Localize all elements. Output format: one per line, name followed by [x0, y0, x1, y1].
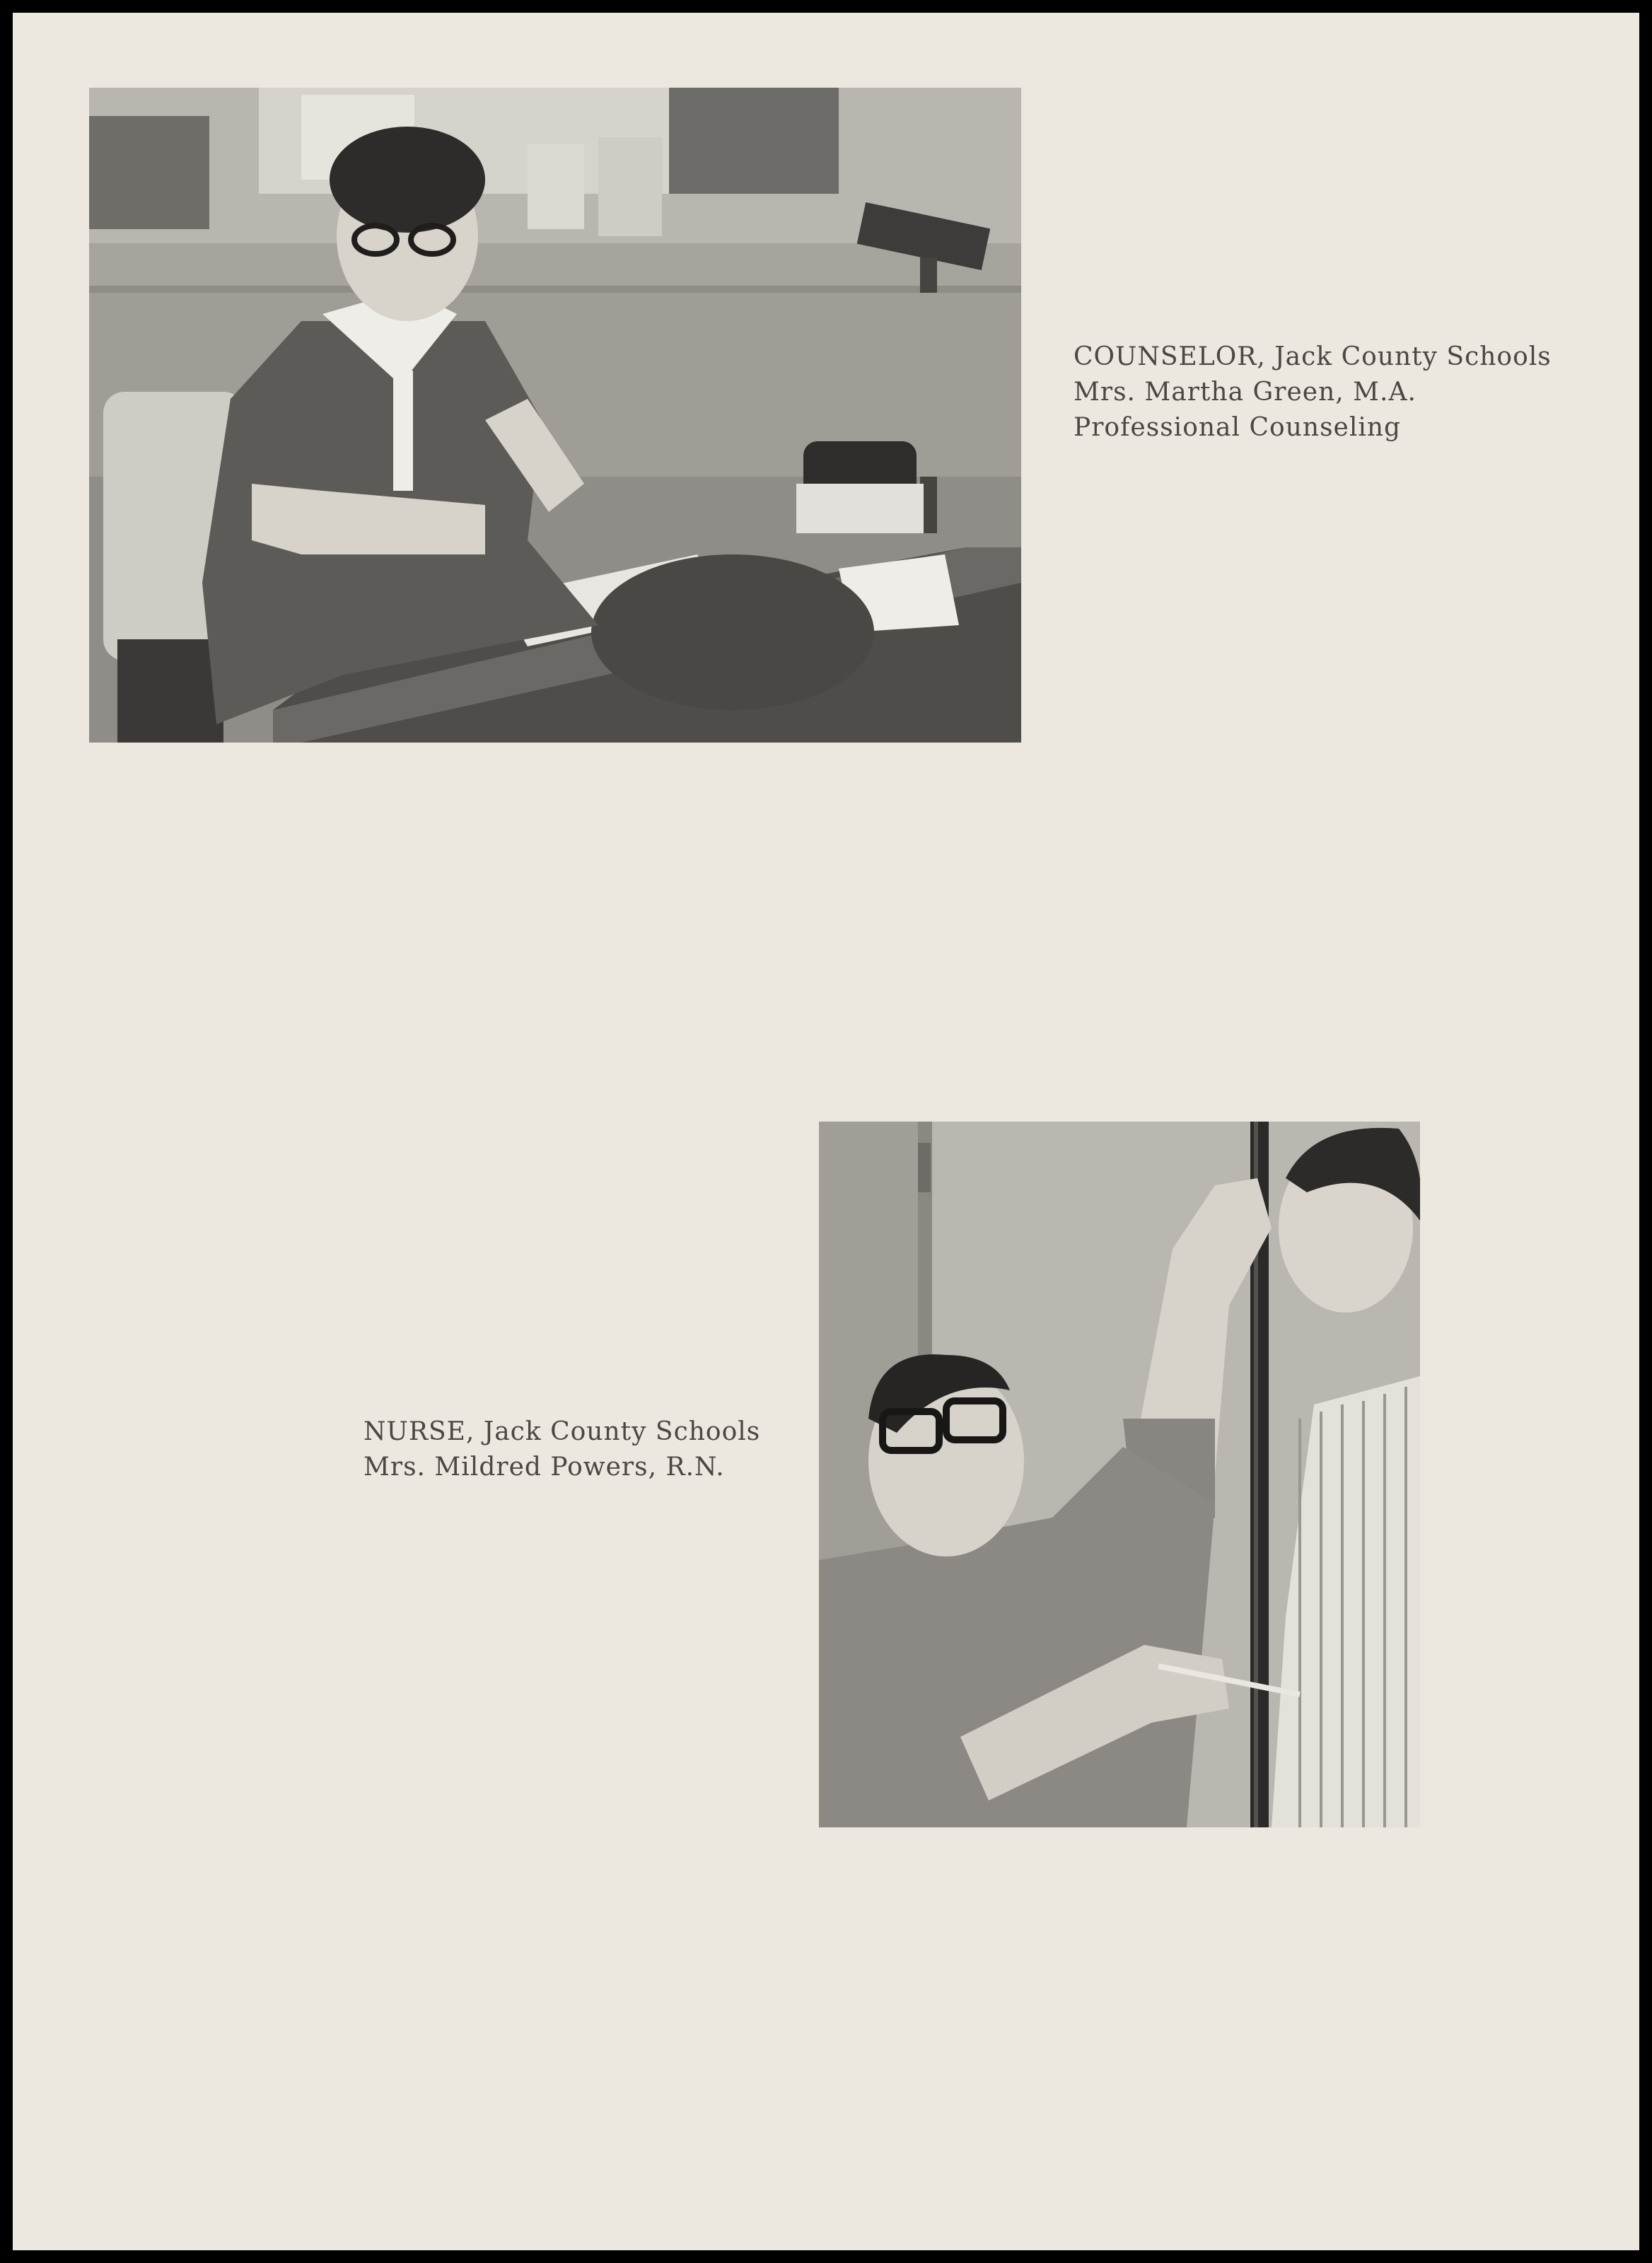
yearbook-page [13, 13, 1639, 2250]
nurse-photo [819, 1122, 1420, 1827]
counselor-photo [89, 88, 1021, 743]
counselor-title: COUNSELOR, Jack County Schools [1074, 342, 1552, 371]
counselor-name: Mrs. Martha Green, M.A. [1074, 378, 1417, 407]
nurse-photo-image [819, 1122, 1420, 1827]
nurse-caption [363, 1414, 760, 1485]
counselor-photo-image [89, 88, 1021, 743]
counselor-role: Professional Counseling [1074, 413, 1402, 442]
counselor-caption [1074, 339, 1552, 446]
nurse-title: NURSE, Jack County Schools [363, 1417, 761, 1446]
nurse-name: Mrs. Mildred Powers, R.N. [363, 1453, 725, 1482]
